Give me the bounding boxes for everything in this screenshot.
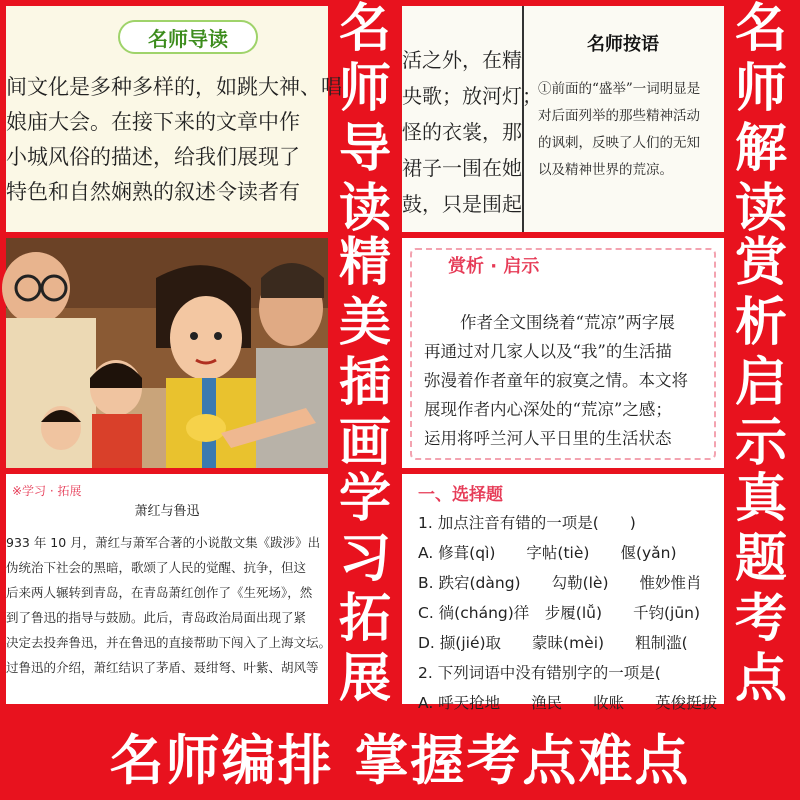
exam-heading: 一、选择题: [418, 485, 503, 505]
extension-text: [6, 530, 332, 680]
text-line: 展现作者内心深处的“荒凉”之感；: [424, 400, 672, 419]
text-line: 怪的衣裳，那: [402, 120, 522, 144]
tag-char: 解: [734, 119, 787, 179]
tag-teacher-note: [726, 0, 796, 239]
text-line: 到了鲁迅的指导与鼓励。此后，青岛政治局面出现了紧: [6, 610, 307, 625]
text-line: 运用将呼兰河人平日里的生活状态: [424, 429, 672, 448]
tag-illustration: [330, 233, 400, 473]
question-line: 2. 下列词语中没有错别字的一项是(: [418, 664, 661, 682]
tag-char: 习: [338, 529, 391, 589]
tag-reading-guide: [330, 0, 400, 239]
tag-exam: [726, 469, 796, 709]
text-line: 特色和自然娴熟的叙述令读者有: [6, 180, 300, 204]
option-line: A. 呼天抢地 渔民 收账 英俊挺拔: [418, 694, 718, 712]
text-line: 间文化是多种多样的，如跳大神、唱: [6, 75, 342, 99]
tag-char: 点: [734, 649, 787, 709]
reading-guide-panel: [6, 6, 342, 232]
tag-char: 真: [734, 469, 787, 529]
text-line: 再通过对几家人以及“我”的生活描: [424, 342, 672, 361]
tag-char: 画: [338, 413, 391, 473]
tag-char: 题: [734, 529, 787, 589]
note-text: ①前面的“盛举”一词明显是对后面列举的那些精神活动的讽刺，反映了人们的无知以及精神世界的荒凉。: [538, 81, 701, 178]
text-line: 933 年 10 月，萧红与萧军合著的小说散文集《跋涉》出: [6, 535, 321, 550]
appreciation-heading: 赏析 · 启示: [442, 252, 545, 278]
tag-char: 插: [338, 353, 391, 413]
tag-char: 美: [338, 293, 391, 353]
exam-questions-panel: [402, 474, 724, 712]
tag-char: 读: [338, 179, 391, 239]
tag-char: 师: [734, 59, 787, 119]
illustration-panel: [6, 238, 328, 468]
bottom-banner: 名师编排 掌握考点难点: [109, 728, 691, 792]
tag-appreciation: [726, 233, 796, 473]
option-line: B. 跌宕(dàng) 勾勒(lè) 惟妙惟肖: [418, 574, 702, 592]
text-line: 后来两人辗转到青岛，在青岛萧红创作了《生死场》，然: [6, 585, 313, 600]
tag-char: 赏: [734, 233, 787, 293]
extension-panel: [6, 474, 332, 704]
extension-heading: ※学习 · 拓展: [12, 484, 82, 498]
text-line: 活之外，在精: [402, 48, 522, 72]
text-line: 鼓，只是围起: [402, 192, 522, 216]
tag-extension: [330, 469, 400, 709]
tag-char: 示: [734, 413, 787, 473]
tag-char: 精: [338, 233, 391, 293]
text-line: 作者全文围绕着“荒凉”两字展: [460, 313, 675, 332]
tag-char: 启: [734, 353, 787, 413]
reading-guide-text: [6, 70, 342, 210]
extension-title: 萧红与鲁迅: [134, 504, 200, 519]
text-line: 决定去投奔鲁迅，并在鲁迅的直接帮助下闯入了上海文坛。: [6, 635, 332, 650]
text-line: 小城风俗的描述，给我们展现了: [6, 145, 300, 169]
reading-guide-heading: 名师导读: [118, 20, 258, 54]
option-line: C. 徜(cháng)徉 步履(lǚ) 千钧(jūn): [418, 604, 701, 622]
text-line: 裙子一围在她: [402, 156, 522, 180]
tag-char: 名: [338, 0, 391, 59]
excerpt-text: [402, 42, 542, 222]
text-line: 伪统治下社会的黑暗，歌颂了人民的觉醒、抗争，但这: [6, 560, 307, 575]
note-title: 名师按语: [587, 34, 659, 55]
tag-char: 读: [734, 179, 787, 239]
exam-text: [418, 508, 724, 718]
tag-char: 学: [338, 469, 391, 529]
tag-char: 导: [338, 119, 391, 179]
appreciation-panel: [402, 238, 724, 468]
text-line: 弥漫着作者童年的寂寞之情。本文将: [424, 371, 688, 390]
option-line: D. 撷(jié)取 蒙昧(mèi) 粗制滥(: [418, 634, 688, 652]
note-box: [522, 6, 722, 232]
question-line: 1. 加点注音有错的一项是( ): [418, 514, 636, 532]
text-line: 央歌；放河灯；: [402, 84, 542, 108]
tag-char: 展: [338, 649, 391, 709]
tag-char: 师: [338, 59, 391, 119]
text-line: 过鲁迅的介绍，萧红结识了茅盾、聂绀弩、叶紫、胡风等: [6, 660, 319, 675]
appreciation-text: [424, 308, 724, 453]
tag-char: 考: [734, 589, 787, 649]
option-line: A. 修葺(qì) 字帖(tiè) 偃(yǎn): [418, 544, 677, 562]
market-crowd-illustration: [6, 238, 328, 468]
text-line: 娘庙大会。在接下来的文章中作: [6, 110, 300, 134]
tag-char: 拓: [338, 589, 391, 649]
tag-char: 析: [734, 293, 787, 353]
tag-char: 名: [734, 0, 787, 59]
teacher-note-panel: [402, 6, 724, 232]
